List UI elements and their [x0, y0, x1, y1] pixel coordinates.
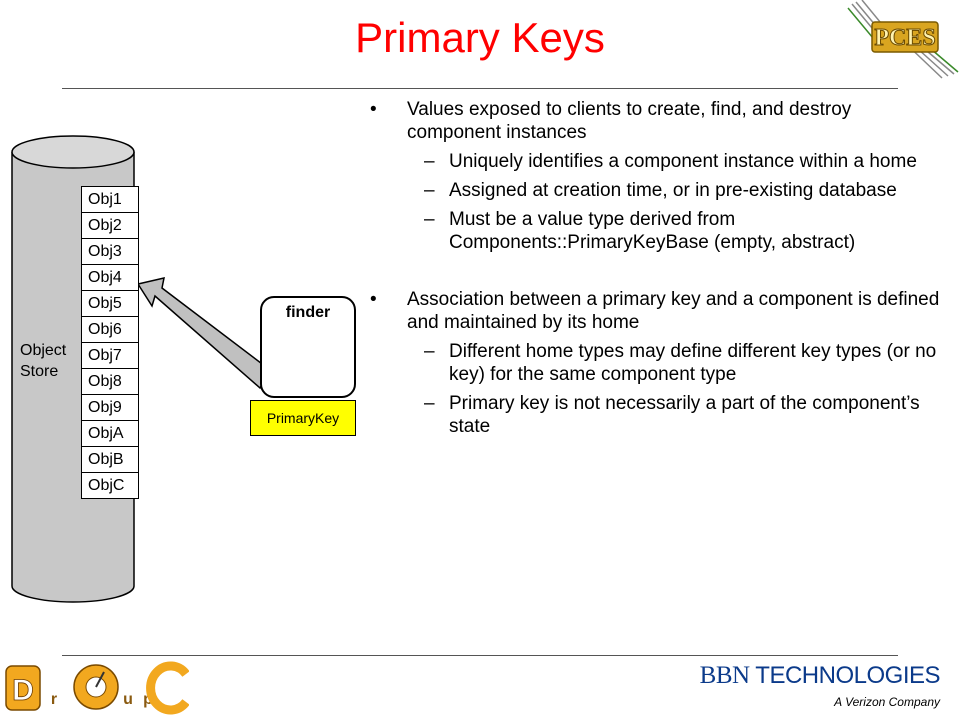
bullet-spacer: [370, 260, 940, 288]
object-slot: Obj9: [81, 394, 139, 421]
object-store-label-line1: Object: [20, 342, 67, 359]
object-slot: Obj4: [81, 264, 139, 291]
bullet-text: Association between a primary key and a component is defined and maintained by its home: [407, 289, 940, 333]
bullet-content: [370, 98, 940, 444]
sub-bullet-text: Different home types may define different key types (or no key) for the same component type: [449, 341, 937, 385]
footer-divider: [62, 655, 898, 656]
object-slot: Obj1: [81, 186, 139, 213]
finder-box: [260, 296, 356, 398]
primary-key-box: PrimaryKey: [250, 400, 356, 436]
sub-bullet-item: [370, 208, 940, 254]
sub-bullet-text: Must be a value type derived from Components::PrimaryKeyBase (empty, abstract): [449, 209, 856, 253]
cylinder-top: [12, 136, 134, 168]
bullet-marker: •: [370, 99, 377, 120]
svg-text:u: u: [123, 691, 133, 708]
bullet-marker: •: [370, 289, 377, 310]
object-slot: Obj5: [81, 290, 139, 317]
object-slot: ObjA: [81, 420, 139, 447]
sub-bullet-item: [370, 340, 940, 386]
sub-bullet-item: [370, 179, 940, 202]
sub-bullet-item: [370, 392, 940, 438]
object-store-label-line2: Store: [20, 363, 59, 380]
object-slot: ObjB: [81, 446, 139, 473]
pces-logo: [842, 0, 960, 80]
object-slots: [81, 186, 139, 498]
sub-bullet-item: [370, 150, 940, 173]
svg-text:p: p: [143, 691, 153, 708]
svg-text:C: C: [174, 694, 175, 695]
bullet-item: [370, 288, 940, 334]
sub-bullet-text: Assigned at creation time, or in pre-existing database: [449, 180, 897, 201]
sub-bullet-text: Uniquely identifies a component instance within a home: [449, 151, 917, 172]
pces-logo-text: PCES: [874, 25, 936, 51]
doc-group-logo: [4, 660, 189, 716]
svg-text:D: D: [12, 674, 34, 707]
object-slot: Obj6: [81, 316, 139, 343]
sub-bullet-marker: –: [424, 180, 435, 201]
sub-bullet-text: Primary key is not necessarily a part of the component’s state: [449, 393, 920, 437]
sub-bullet-marker: –: [424, 151, 435, 172]
object-store-label: [20, 340, 66, 382]
slide-title: Primary Keys: [355, 14, 605, 61]
object-slot: Obj3: [81, 238, 139, 265]
object-slot: Obj8: [81, 368, 139, 395]
bbn-logo-tagline: A Verizon Company: [834, 695, 940, 709]
object-slot: Obj2: [81, 212, 139, 239]
bullet-item: [370, 98, 940, 144]
object-slot: ObjC: [81, 472, 139, 499]
bullet-text: Values exposed to clients to create, find, and destroy component instances: [407, 99, 852, 143]
bbn-technologies-logo: [699, 662, 950, 714]
finder-arrow: [138, 278, 270, 388]
object-slot: Obj7: [81, 342, 139, 369]
svg-text:r: r: [50, 691, 58, 708]
object-store-diagram: [0, 0, 370, 620]
finder-label: finder: [285, 304, 331, 321]
sub-bullet-marker: –: [424, 341, 435, 362]
bbn-logo-name: BBN TECHNOLOGIES: [699, 662, 940, 689]
sub-bullet-marker: –: [424, 209, 435, 230]
sub-bullet-marker: –: [424, 393, 435, 414]
